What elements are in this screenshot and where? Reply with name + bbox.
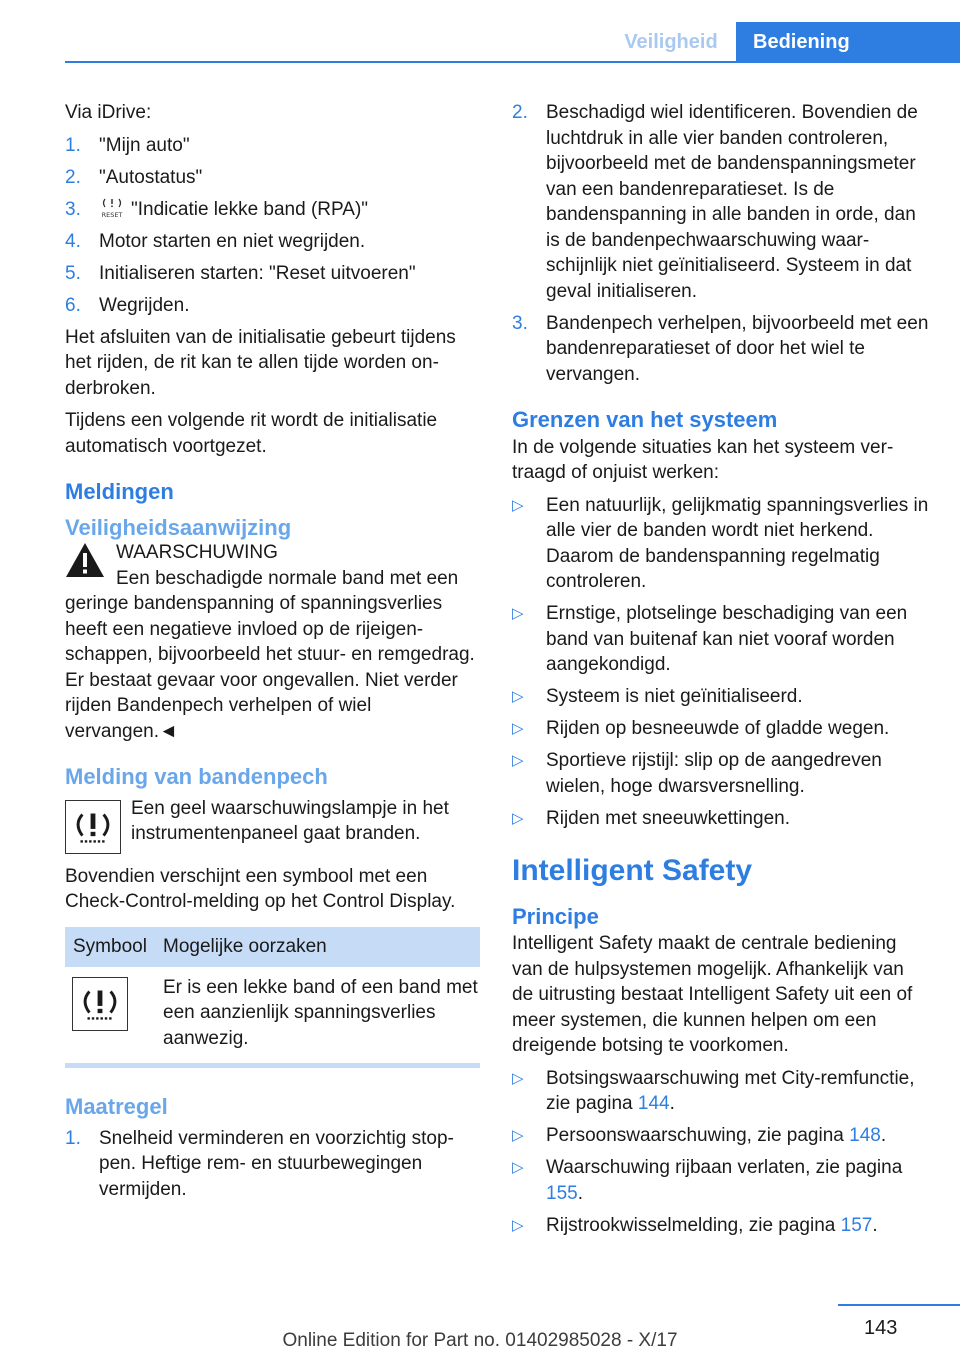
- tire-pressure-warning-icon: [65, 800, 121, 854]
- intro-text: Via iDrive:: [65, 102, 152, 123]
- footer-edition: Online Edition for Part no. 01402985028 - X/17: [282, 1330, 678, 1351]
- list-item: 3. Bandenpech verhelpen, bijvoorbeeld met een bandenreparatieset of door het wiel te vervangen.: [512, 312, 929, 385]
- bullet-triangle-icon: ▷: [512, 1127, 524, 1144]
- warning-title: WAARSCHUWING: [116, 542, 278, 563]
- bullet-triangle-icon: ▷: [512, 688, 524, 705]
- bullet-triangle-icon: ▷: [512, 1159, 524, 1176]
- paragraph: Intelligent Safety maakt de centrale bediening van de hulpsystemen mogelijk. Afhankelijk van de uitrusting bestaat Intelligent Safety uit een of meer systemen, die kunnen helpen om een dreigende botsing te voorkomen.: [512, 933, 913, 1056]
- list-item: ▷ Ernstige, plotselinge beschadiging van een band van buitenaf kan niet vooraf worden aangekondigd.: [512, 603, 908, 675]
- svg-text:RESET: RESET: [101, 210, 123, 219]
- table-row: [65, 967, 480, 1066]
- list-item: 3. RESET "Indicatie lekke band (RPA)": [65, 198, 369, 220]
- page-link-148[interactable]: 148: [849, 1125, 881, 1146]
- table-header-oorzaken: Mogelijke oorzaken: [163, 927, 480, 967]
- symbol-table: [65, 927, 480, 1069]
- heading-veiligheidsaanwijzing: Veiligheidsaanwijzing: [65, 514, 292, 540]
- bullet-triangle-icon: ▷: [512, 752, 524, 769]
- idrive-steps: [65, 133, 480, 319]
- list-item: 4. Motor starten en niet wegrijden.: [65, 230, 366, 252]
- heading-melding-bandenpech: Melding van bandenpech: [65, 764, 328, 789]
- maatregel-steps: [65, 1126, 480, 1203]
- heading-intelligent-safety: Intelligent Safety: [512, 854, 753, 887]
- telltale-text: Een geel waarschuwingslampje in het instrumentenpaneel gaat branden.: [131, 797, 449, 844]
- paragraph: Tijdens een volgende rit wordt de initialisatie automatisch voortgezet.: [65, 410, 438, 457]
- list-item: ▷ Systeem is niet geïnitialiseerd.: [512, 684, 930, 710]
- list-item: 1. "Mijn auto": [65, 134, 190, 156]
- list-item: 1. Snelheid verminderen en voorzichtig stoppen. Heftige rem- en stuurbewegingen vermijden.: [65, 1127, 454, 1200]
- header-tab-bediening[interactable]: Bediening: [736, 22, 960, 62]
- table-cell-symbol: [65, 967, 163, 1066]
- tire-reset-icon: [99, 197, 125, 219]
- bullet-triangle-icon: ▷: [512, 1216, 524, 1234]
- page-link-155[interactable]: 155: [546, 1182, 578, 1204]
- bullet-triangle-icon: ▷: [512, 605, 524, 622]
- grenzen-list: [512, 493, 930, 832]
- list-item: 6. Wegrijden.: [65, 294, 190, 316]
- heading-principe: Principe: [512, 904, 599, 929]
- list-item: ▷ Rijden met sneeuwkettingen.: [512, 806, 930, 832]
- list-item: ▷ Botsingswaarschuwing met City-remfunctie, zie pagina 144.: [512, 1067, 915, 1114]
- list-item: ▷ Waarschuwing rijbaan verlaten, zie pagina 155.: [512, 1157, 903, 1204]
- reference-list: [512, 1066, 930, 1239]
- page-number: 143: [864, 1317, 898, 1339]
- list-item: ▷ Rijden op besneeuwde of gladde wegen.: [512, 716, 930, 742]
- heading-maatregel: Maatregel: [65, 1094, 168, 1119]
- list-item: 2. "Autostatus": [65, 166, 203, 188]
- header-tab-veiligheid[interactable]: Veiligheid: [624, 31, 718, 53]
- heading-grenzen: Grenzen van het systeem: [512, 407, 778, 432]
- warning-text: geringe bandenspanning of spanningsverlies heeft een negatieve invloed op de rijeigenschappen, bijvoorbeeld het stuur- en remgedrag. Er bestaat gevaar voor ongevallen. Niet verder rijden Bandenpech verhelpen of wiel vervangen.◄: [65, 593, 475, 742]
- page-link-144[interactable]: 144: [637, 1093, 670, 1114]
- tire-pressure-warning-icon: [72, 977, 128, 1031]
- bullet-triangle-icon: ▷: [512, 496, 524, 514]
- page-number-rule: [838, 1304, 960, 1306]
- warning-block: [65, 540, 480, 744]
- list-item: ▷ Sportieve rijstijl: slip op de aangedreven wielen, hoge dwarsversnelling.: [512, 750, 882, 797]
- table-header-row: [65, 927, 480, 967]
- bullet-triangle-icon: ▷: [512, 1069, 524, 1087]
- page-link-157[interactable]: 157: [840, 1214, 873, 1236]
- paragraph: Bovendien verschijnt een symbool met een Check-Control-melding op het Control Display.: [65, 865, 456, 912]
- warning-triangle-icon: [65, 542, 105, 578]
- table-cell-cause: Er is een lekke band of een band met een aanzienlijk spanningsverlies aanwezig.: [163, 967, 480, 1066]
- header-rule: [65, 61, 960, 63]
- warning-text-first: Een beschadigde normale band met een: [116, 567, 459, 589]
- right-column: [512, 100, 930, 1245]
- left-column: [65, 100, 480, 1209]
- bullet-triangle-icon: ▷: [512, 809, 524, 827]
- paragraph: In de volgende situaties kan het systeem vertraagd of onjuist werken:: [512, 436, 894, 483]
- list-item: ▷ Een natuurlijk, gelijkmatig spanningsverlies in alle vier de banden wordt niet herkend. Daarom de bandenspanning regelmatig controleren.: [512, 494, 929, 592]
- list-item: ▷ Persoonswaarschuwing, zie pagina 148.: [512, 1123, 930, 1149]
- maatregel-steps-continued: [512, 100, 930, 387]
- table-header-symbool: Symbool: [65, 927, 163, 967]
- list-item: 5. Initialiseren starten: "Reset uitvoeren": [65, 262, 416, 284]
- list-item: 2. Beschadigd wiel identificeren. Bovendien de luchtdruk in alle vier banden controleren, bijvoorbeeld met de bandenspanningsmeter van een bandenreparatieset. Is de bandenspanning in alle banden in orde, dan is de bandenpechwaarschuwing waarschijnlijk niet geïnitialiseerd. Systeem in dat geval initialiseren.: [512, 102, 918, 302]
- paragraph: Het afsluiten van de initialisatie gebeurt tijdens het rijden, de rit kan te allen tijde worden onderbroken.: [65, 326, 456, 399]
- heading-meldingen: Meldingen: [65, 479, 174, 504]
- list-item: ▷ Rijstrookwisselmelding, zie pagina 157.: [512, 1213, 930, 1239]
- bullet-triangle-icon: ▷: [512, 720, 524, 737]
- telltale-block: [65, 796, 480, 856]
